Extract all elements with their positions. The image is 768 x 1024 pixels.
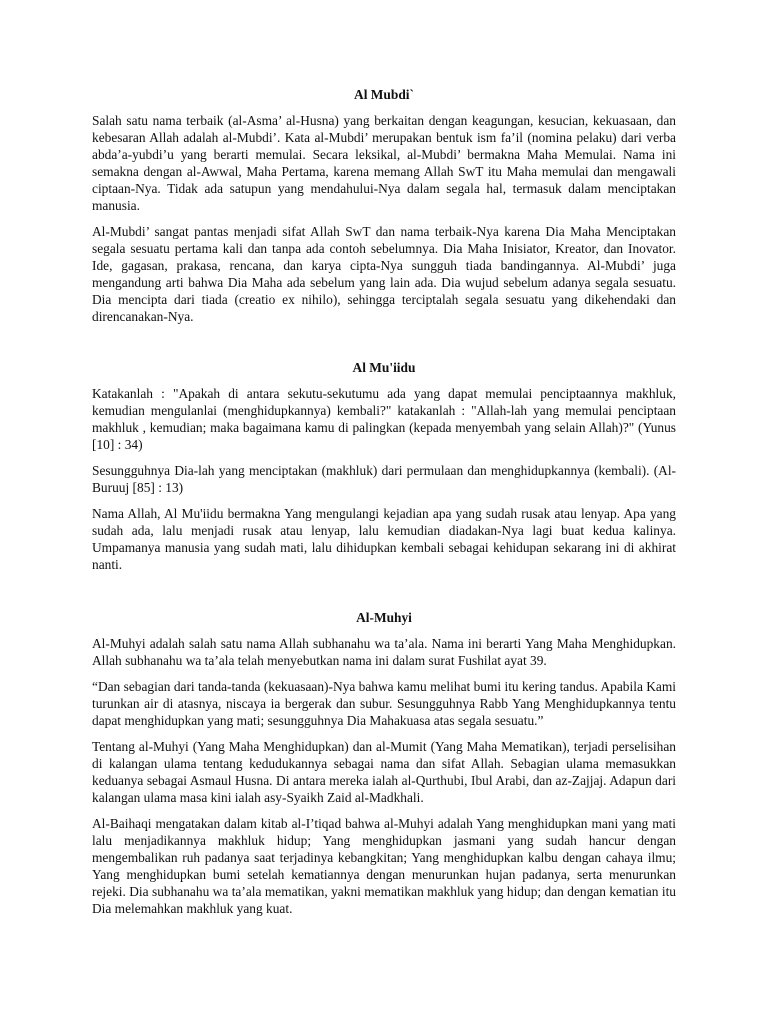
paragraph: Salah satu nama terbaik (al-Asma’ al-Husna) yang berkaitan dengan keagungan, kesucian, kekuasaan, dan kebesaran Allah adalah al-Mubdi’. Kata al-Mubdi’ merupakan bentuk ism fa’il (nomina pelaku) dari verba abda’a-yubdi’u yang berarti memulai. Secara leksikal, al-Mubdi’ bermakna Maha Memulai. Nama ini semakna dengan al-Awwal, Maha Pertama, karena memang Allah SwT itu Maha memulai dan mengawali ciptaan-Nya. Tidak ada satupun yang mendahului-Nya dalam segala hal, termasuk dalam menciptakan manusia. (92, 113, 676, 213)
paragraph: Nama Allah, Al Mu'iidu bermakna Yang mengulangi kejadian apa yang sudah rusak atau lenyap. Apa yang sudah ada, lalu menjadi rusak atau lenyap, lalu kemudian diadakan-Nya lagi buat kedua kalinya. Umpamanya manusia yang sudah mati, lalu dihidupkan kembali sebagai kehidupan sekarang ini di akhirat nanti. (92, 506, 676, 572)
paragraph: Al-Muhyi adalah salah satu nama Allah subhanahu wa ta’ala. Nama ini berarti Yang Maha Menghidupkan. Allah subhanahu wa ta’ala telah menyebutkan nama ini dalam surat Fushilat ayat 39. (92, 636, 676, 668)
section-title: Al Mu'iidu (352, 360, 416, 375)
section-al-mubdi (92, 86, 676, 325)
document-page (92, 86, 676, 926)
paragraph: Sesungguhnya Dia-lah yang menciptakan (makhluk) dari permulaan dan menghidupkannya (kembali). (Al-Buruuj [85] : 13) (92, 463, 676, 495)
section-title: Al-Muhyi (356, 610, 412, 625)
paragraph: Tentang al-Muhyi (Yang Maha Menghidupkan) dan al-Mumit (Yang Maha Mematikan), terjadi perselisihan di kalangan ulama tentang kedudukannya sebagai nama dan sifat Allah. Sebagian ulama memasukkan keduanya sebagai Asmaul Husna. Di antara mereka ialah al-Qurthubi, Ibul Arabi, dan az-Zajjaj. Adapun dari kalangan ulama masa kini ialah asy-Syaikh Zaid al-Madkhali. (92, 739, 676, 805)
section-title: Al Mubdi` (354, 87, 414, 102)
section-al-muhyi (92, 609, 676, 917)
paragraph: Al-Baihaqi mengatakan dalam kitab al-I’tiqad bahwa al-Muhyi adalah Yang menghidupkan mani yang mati lalu menjadikannya makhluk hidup; Yang menghidupkan jasmani yang sudah hancur dengan mengembalikan ruh padanya saat terjadinya kebangkitan; Yang menghidupkan kalbu dengan cahaya ilmu; Yang menghidupkan bumi setelah kematiannya dengan menurunkan hujan padanya, serta menurunkan rejeki. Dia subhanahu wa ta’ala mematikan, yakni mematikan makhluk yang hidup; dan dengan kematian itu Dia melemahkan makhluk yang kuat. (92, 816, 676, 916)
paragraph: Al-Mubdi’ sangat pantas menjadi sifat Allah SwT dan nama terbaik-Nya karena Dia Maha Menciptakan segala sesuatu pertama kali dan tanpa ada contoh sebelumnya. Dia Maha Inisiator, Kreator, dan Inovator. Ide, gagasan, prakasa, rencana, dan karya cipta-Nya sungguh tiada bandingannya. Al-Mubdi’ juga mengandung arti bahwa Dia Maha ada sebelum yang lain ada. Dia wujud sebelum adanya segala sesuatu. Dia mencipta dari tiada (creatio ex nihilo), sehingga terciptalah segala sesuatu yang dikehendaki dan direncanakan-Nya. (92, 224, 676, 324)
section-spacer (92, 582, 676, 609)
section-spacer (92, 334, 676, 359)
paragraph: “Dan sebagian dari tanda-tanda (kekuasaan)-Nya bahwa kamu melihat bumi itu kering tandus. Apabila Kami turunkan air di atasnya, niscaya ia bergerak dan subur. Sesungguhnya Rabb Yang Menghidupkannya tentu dapat menghidupkan yang mati; sesungguhnya Dia Mahakuasa atas segala sesuatu.” (92, 679, 676, 728)
paragraph: Katakanlah : "Apakah di antara sekutu-sekutumu ada yang dapat memulai penciptaannya makhluk, kemudian mengulanlai (menghidupkannya) kembali?" katakanlah : "Allah-lah yang memulai penciptaan makhluk , kemudian; maka bagaimana kamu di palingkan (kepada menyembah yang selain Allah)?" (Yunus [10] : 34) (92, 386, 676, 452)
section-al-muiidu (92, 359, 676, 573)
